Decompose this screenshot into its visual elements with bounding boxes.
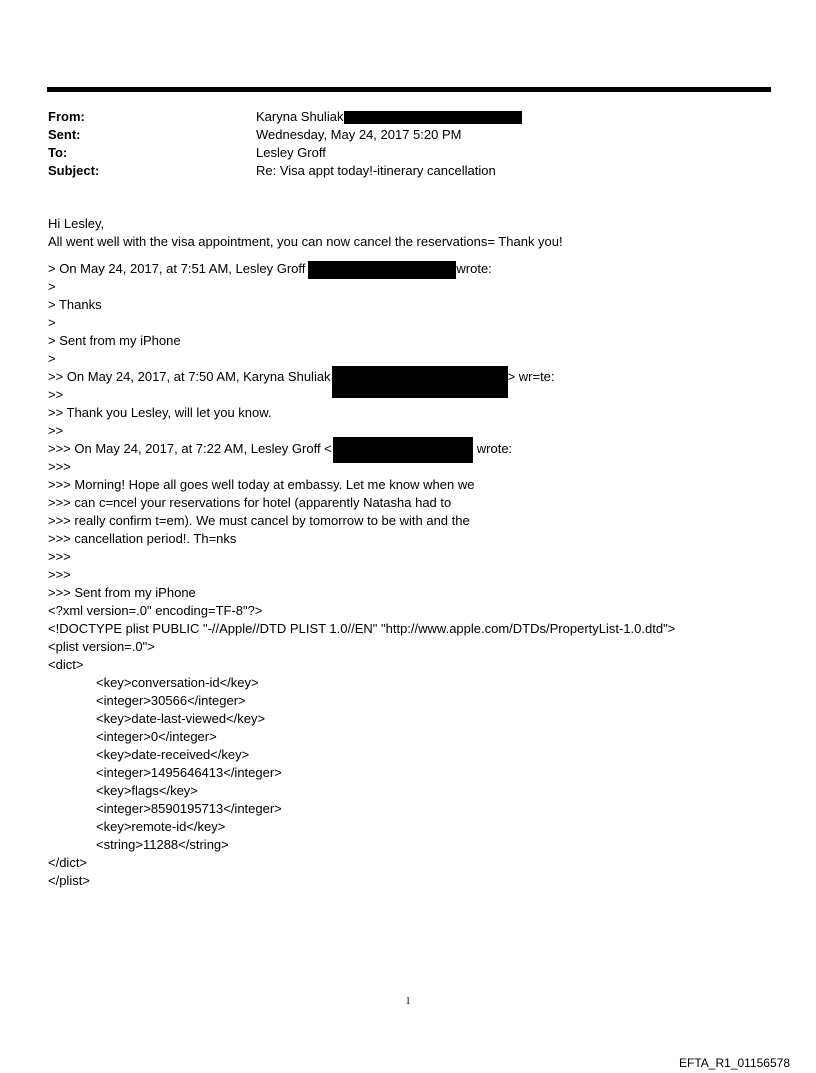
xml-line: <key>date-received</key>	[96, 747, 250, 762]
subject-value: Re: Visa appt today!-itinerary cancellation	[256, 163, 496, 178]
body-line: Hi Lesley,	[48, 216, 105, 231]
to-label: To:	[48, 145, 68, 160]
xml-line: </dict>	[48, 855, 88, 870]
xml-line: <key>conversation-id</key>	[96, 675, 259, 690]
quote-line: >>> Sent from my iPhone	[48, 585, 196, 600]
xml-line: <?xml version=.0" encoding=TF-8"?>	[48, 603, 263, 618]
quote-text: > wr=te:	[507, 369, 555, 384]
quote-line: >	[48, 351, 56, 366]
quote-text: wrote:	[476, 441, 513, 456]
quote-line: >>> can c=ncel your reservations for hotel (apparently Natasha had to	[48, 495, 452, 510]
xml-line: <integer>8590195713</integer>	[96, 801, 282, 816]
body-line: All went well with the visa appointment, you can now cancel the reservations= Thank you!	[48, 234, 563, 249]
redaction-block	[344, 111, 522, 124]
quote-line	[48, 368, 675, 386]
quote-line	[48, 440, 675, 458]
redaction-block	[308, 261, 456, 279]
quote-line: > Sent from my iPhone	[48, 333, 181, 348]
from-label: From:	[48, 109, 85, 124]
xml-line: </plist>	[48, 873, 90, 888]
quote-line: >	[48, 315, 56, 330]
xml-line: <!DOCTYPE plist PUBLIC "-//Apple//DTD PLIST 1.0//EN" "http://www.apple.com/DTDs/PropertyList-1.0.dtd">	[48, 621, 676, 636]
quote-line	[48, 260, 675, 278]
sent-value: Wednesday, May 24, 2017 5:20 PM	[256, 127, 462, 142]
quote-line: > Thanks	[48, 297, 102, 312]
header-rule	[47, 87, 771, 92]
quote-line: >>	[48, 423, 64, 438]
xml-line: <integer>0</integer>	[96, 729, 217, 744]
quote-line: >>> Morning! Hope all goes well today at embassy. Let me know when we	[48, 477, 475, 492]
xml-line: <key>remote-id</key>	[96, 819, 226, 834]
xml-line: <integer>30566</integer>	[96, 693, 246, 708]
xml-line: <string>11288</string>	[96, 837, 229, 852]
to-value: Lesley Groff	[256, 145, 326, 160]
quote-line: >> Thank you Lesley, will let you know.	[48, 405, 272, 420]
quote-line: >>	[48, 387, 64, 402]
quote-text: wrote:	[456, 261, 492, 276]
xml-line: <key>date-last-viewed</key>	[96, 711, 266, 726]
quote-line: >>>	[48, 549, 71, 564]
document-id: EFTA_R1_01156578	[679, 1056, 790, 1070]
quote-line: >>> really confirm t=em). We must cancel by tomorrow to be with and the	[48, 513, 470, 528]
quote-text: > On May 24, 2017, at 7:51 AM, Lesley Groff	[48, 261, 306, 276]
from-value	[256, 108, 522, 126]
quote-line: >>>	[48, 459, 71, 474]
page-number: 1	[405, 996, 411, 1007]
quote-line: >	[48, 279, 56, 294]
xml-line: <key>flags</key>	[96, 783, 198, 798]
quote-line: >>> cancellation period!. Th=nks	[48, 531, 237, 546]
from-name: Karyna Shuliak	[256, 109, 344, 124]
xml-line: <integer>1495646413</integer>	[96, 765, 282, 780]
quote-line: >>>	[48, 567, 71, 582]
xml-line: <dict>	[48, 657, 84, 672]
quote-text: >>> On May 24, 2017, at 7:22 AM, Lesley Groff <	[48, 441, 332, 456]
sent-label: Sent:	[48, 127, 81, 142]
email-body	[48, 215, 675, 890]
xml-line: <plist version=.0">	[48, 639, 155, 654]
subject-label: Subject:	[48, 163, 100, 178]
quote-text: >> On May 24, 2017, at 7:50 AM, Karyna Shuliak	[48, 369, 331, 384]
